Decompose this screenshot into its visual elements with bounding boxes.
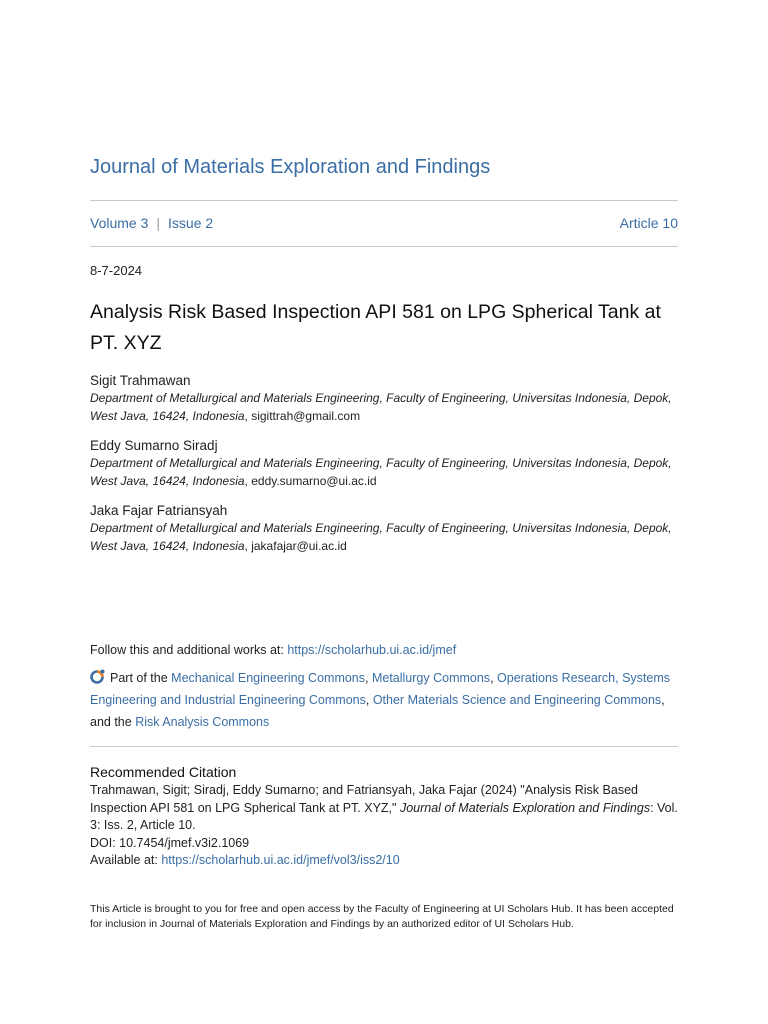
commons-link[interactable]: Risk Analysis Commons [135, 715, 270, 729]
author-affiliation: Department of Metallurgical and Materials Engineering, Faculty of Engineering, Universitas Indonesia, Depok, West Java, 16424, Indonesia, jakafajar@ui.ac.id [90, 521, 672, 553]
commons-link[interactable]: Mechanical Engineering Commons [171, 671, 366, 685]
access-notice: This Article is brought to you for free and open access by the Faculty of Engineering at UI Scholars Hub. It has been accepted for inclusion in Journal of Materials Exploration and Findings by an authorized editor of UI Scholars Hub. [90, 903, 674, 930]
issue-divider [90, 246, 678, 247]
author-block [90, 502, 678, 555]
journal-title-link[interactable]: Journal of Materials Exploration and Findings [90, 156, 491, 178]
available-at-link[interactable]: https://scholarhub.ui.ac.id/jmef/vol3/iss2/10 [161, 853, 400, 867]
author-name: Jaka Fajar Fatriansyah [90, 503, 228, 518]
volume-link[interactable]: Volume 3 [90, 215, 149, 231]
author-email: jakafajar@ui.ac.id [251, 538, 347, 553]
part-of-commons: Part of the Mechanical Engineering Commons, Metallurgy Commons, Operations Research, Systems Engineering and Industrial Engineering Commons, Other Materials Science and Engineering Commons, and the Risk Analysis Commons [90, 671, 671, 729]
separator: | [156, 215, 161, 231]
citation-divider [90, 746, 678, 747]
issue-bar [90, 213, 678, 233]
top-divider [90, 200, 678, 201]
follow-link[interactable]: https://scholarhub.ui.ac.id/jmef [287, 643, 457, 657]
doi: DOI: 10.7454/jmef.v3i2.1069 [90, 835, 250, 850]
citation-text: Trahmawan, Sigit; Siradj, Eddy Sumarno; and Fatriansyah, Jaka Fajar (2024) "Analysis Risk Based Inspection API 581 on LPG Spherical Tank at PT. XYZ," Journal of Materials Exploration and Findings: Vol. 3: Iss. 2, Article 10. DOI: 10.7454/jmef.v3i2.1069 Available at: https://scholarhub.ui.ac.id/jmef/vol3/iss2/10 [90, 783, 678, 867]
commons-link[interactable]: Metallurgy Commons [371, 671, 491, 685]
author-email: eddy.sumarno@ui.ac.id [251, 473, 377, 488]
author-affiliation: Department of Metallurgical and Materials Engineering, Faculty of Engineering, Universitas Indonesia, Depok, West Java, 16424, Indonesia, sigittrah@gmail.com [90, 391, 672, 423]
article-link[interactable]: Article 10 [619, 215, 678, 231]
commons-link[interactable]: Operations Research, Systems Engineering and Industrial Engineering Commons [90, 671, 671, 707]
follow-line: Follow this and additional works at: https://scholarhub.ui.ac.id/jmef [90, 643, 457, 657]
issue-link[interactable]: Issue 2 [168, 215, 214, 231]
network-commons-icon [90, 669, 108, 685]
commons-link[interactable]: Other Materials Science and Engineering Commons [372, 693, 662, 707]
publication-date: 8-7-2024 [90, 263, 143, 278]
recommended-citation-heading: Recommended Citation [90, 764, 237, 780]
author-affiliation: Department of Metallurgical and Materials Engineering, Faculty of Engineering, Universitas Indonesia, Depok, West Java, 16424, Indonesia, eddy.sumarno@ui.ac.id [90, 456, 672, 488]
author-name: Sigit Trahmawan [90, 373, 191, 388]
author-email: sigittrah@gmail.com [251, 408, 361, 423]
author-block [90, 437, 678, 490]
author-block [90, 372, 678, 425]
author-name: Eddy Sumarno Siradj [90, 438, 218, 453]
article-title: Analysis Risk Based Inspection API 581 on LPG Spherical Tank at PT. XYZ [90, 301, 661, 354]
